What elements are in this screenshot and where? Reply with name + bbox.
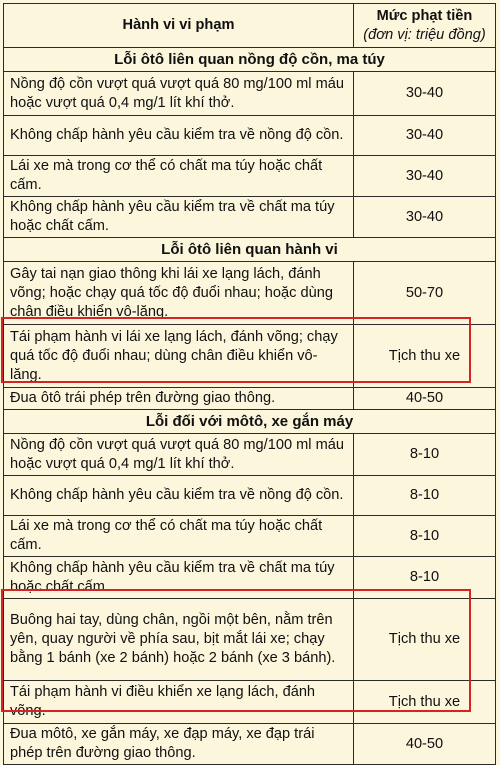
table-row: [4, 388, 496, 410]
header-fine-label: Mức phạt tiền: [376, 7, 473, 24]
violation-cell: Đua môtô, xe gắn máy, xe đạp máy, xe đạp trái phép trên đường giao thông.: [4, 724, 354, 765]
violation-cell: Gây tai nạn giao thông khi lái xe lạng lách, đánh võng; hoặc chạy quá tốc độ đuổi nhau; hoặc dùng chân điều khiển vô-lăng.: [4, 262, 354, 325]
section-row: [4, 410, 496, 434]
fine-cell: 30-40: [354, 72, 496, 116]
table-row: [4, 557, 496, 599]
table-row: [4, 72, 496, 116]
table-row: [4, 476, 496, 516]
table-row: [4, 434, 496, 476]
violation-cell: Nồng độ cồn vượt quá vượt quá 80 mg/100 ml máu hoặc vượt quá 0,4 mg/1 lít khí thở.: [4, 72, 354, 116]
table-row: [4, 516, 496, 557]
header-violation: Hành vi vi phạm: [4, 4, 354, 48]
section-title: Lỗi đối với môtô, xe gắn máy: [4, 410, 496, 434]
violation-cell: Lái xe mà trong cơ thể có chất ma túy hoặc chất cấm.: [4, 516, 354, 557]
table-row: [4, 599, 496, 681]
fine-cell: 40-50: [354, 724, 496, 765]
table-row: [4, 325, 496, 388]
violation-cell: Không chấp hành yêu cầu kiểm tra về chất ma túy hoặc chất cấm.: [4, 557, 354, 599]
table-row: [4, 116, 496, 156]
header-fine: [354, 4, 496, 48]
fines-table: [3, 3, 496, 765]
fine-cell: 30-40: [354, 197, 496, 238]
fine-cell: 40-50: [354, 388, 496, 410]
fine-cell: 8-10: [354, 557, 496, 599]
table-row: [4, 681, 496, 724]
fine-cell: 50-70: [354, 262, 496, 325]
header-row: [4, 4, 496, 48]
violation-cell: Tái phạm hành vi điều khiển xe lạng lách, đánh võng.: [4, 681, 354, 724]
table-row: [4, 724, 496, 765]
section-row: [4, 238, 496, 262]
violation-cell: Không chấp hành yêu cầu kiểm tra về chất ma túy hoặc chất cấm.: [4, 197, 354, 238]
fine-cell: Tịch thu xe: [354, 599, 496, 681]
fine-cell: 8-10: [354, 434, 496, 476]
fine-cell: Tịch thu xe: [354, 681, 496, 724]
header-fine-unit: (đơn vị: triệu đồng): [363, 26, 486, 43]
fine-cell: 8-10: [354, 476, 496, 516]
fine-cell: Tịch thu xe: [354, 325, 496, 388]
violation-cell: Không chấp hành yêu cầu kiểm tra về nồng độ cồn.: [4, 476, 354, 516]
table-row: [4, 262, 496, 325]
violation-cell: Tái phạm hành vi lái xe lạng lách, đánh võng; chạy quá tốc độ đuổi nhau; dùng chân điều khiển vô-lăng.: [4, 325, 354, 388]
violation-cell: Buông hai tay, dùng chân, ngồi một bên, nằm trên yên, quay người về phía sau, bịt mắt lái xe; chạy bằng 1 bánh (xe 2 bánh) hoặc 2 bánh (xe 3 bánh).: [4, 599, 354, 681]
section-title: Lỗi ôtô liên quan hành vi: [4, 238, 496, 262]
fine-cell: 8-10: [354, 516, 496, 557]
violation-cell: Lái xe mà trong cơ thể có chất ma túy hoặc chất cấm.: [4, 156, 354, 197]
section-row: [4, 48, 496, 72]
violation-cell: Không chấp hành yêu cầu kiểm tra về nồng độ cồn.: [4, 116, 354, 156]
fine-cell: 30-40: [354, 116, 496, 156]
violation-cell: Nồng độ cồn vượt quá vượt quá 80 mg/100 ml máu hoặc vượt quá 0,4 mg/1 lít khí thở.: [4, 434, 354, 476]
violation-cell: Đua ôtô trái phép trên đường giao thông.: [4, 388, 354, 410]
table-row: [4, 156, 496, 197]
fine-cell: 30-40: [354, 156, 496, 197]
section-title: Lỗi ôtô liên quan nồng độ cồn, ma túy: [4, 48, 496, 72]
table-row: [4, 197, 496, 238]
